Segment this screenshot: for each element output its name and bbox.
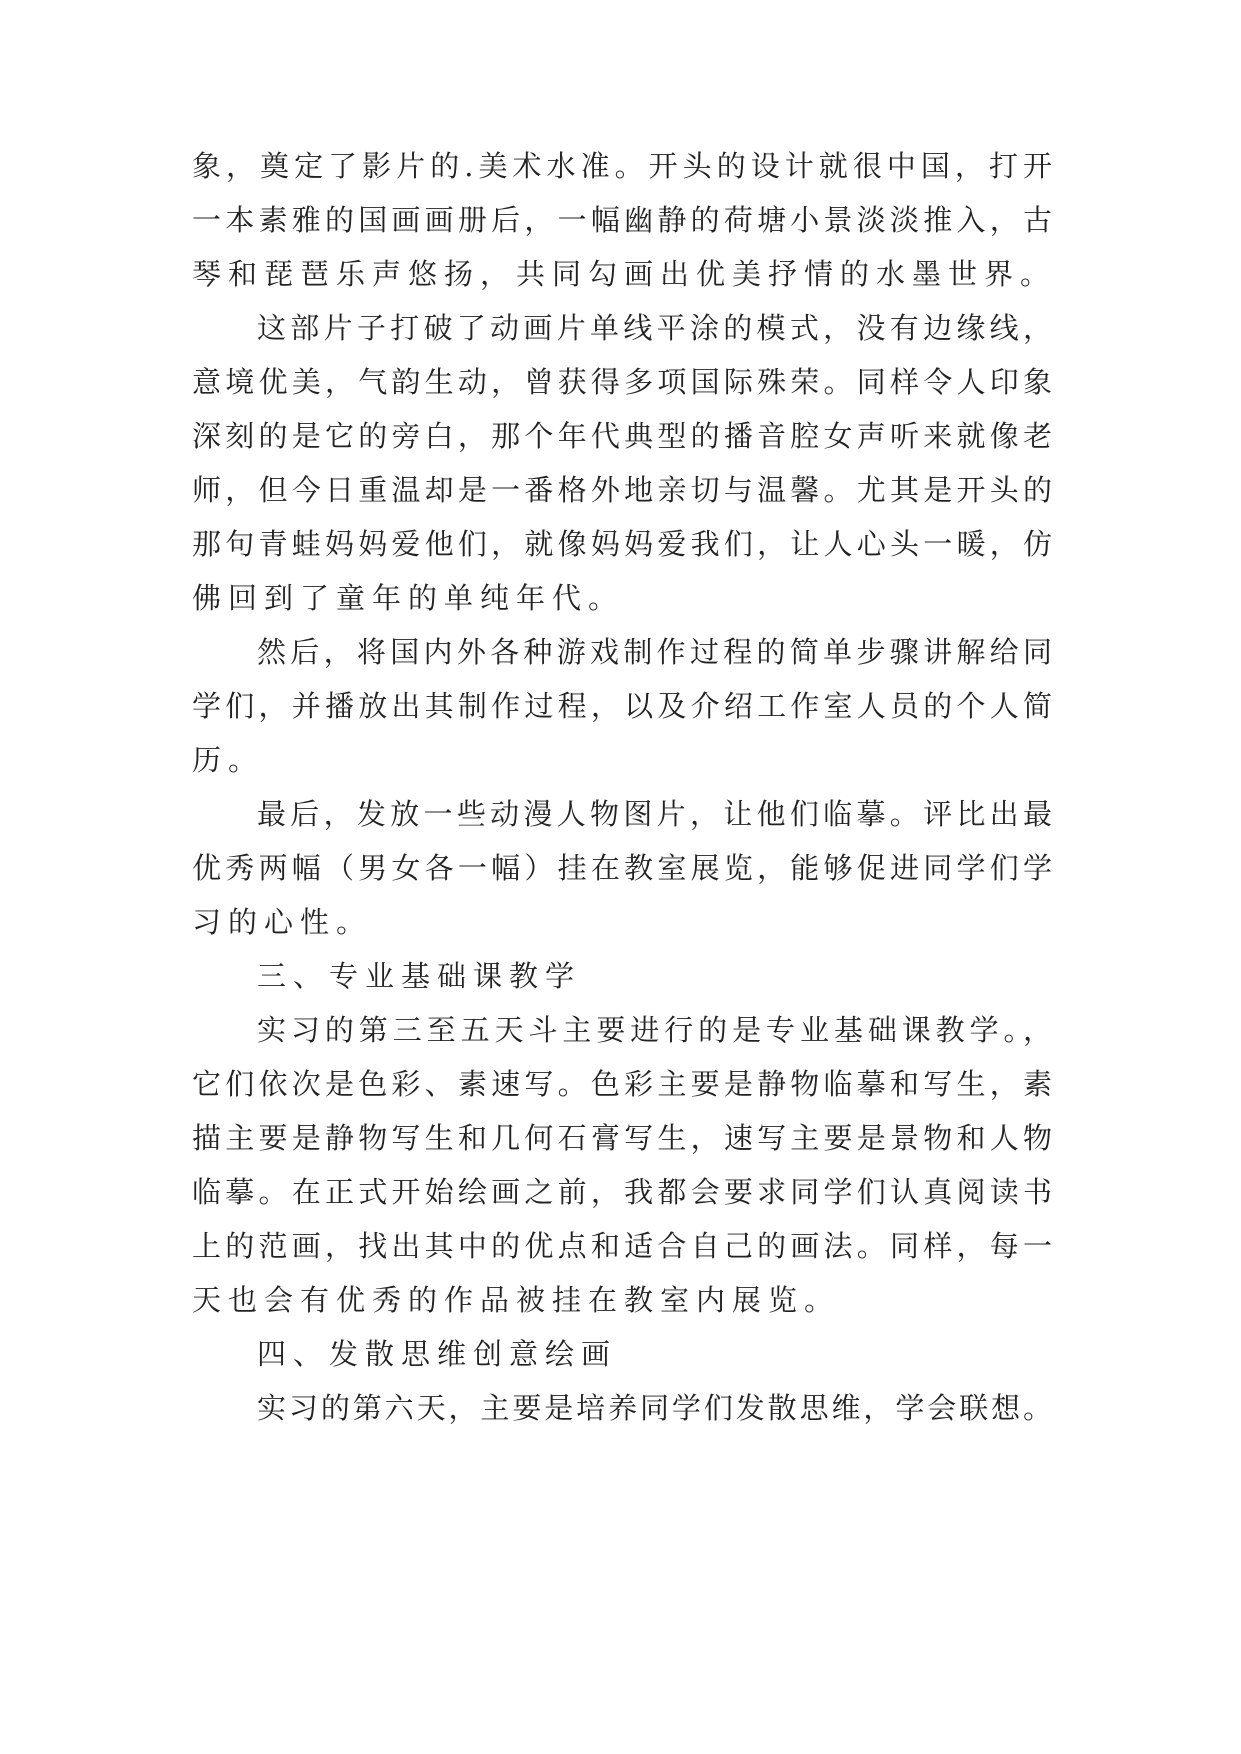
text-line: 优秀两幅（男女各一幅）挂在教室展览，能够促进同学们学: [192, 851, 1052, 885]
text-line: 描主要是静物写生和几何石膏写生，速写主要是景物和人物: [192, 1121, 1052, 1155]
text-line: 学们，并播放出其制作过程，以及介绍工作室人员的个人简: [192, 689, 1052, 723]
text-line: 琴和琵琶乐声悠扬，共同勾画出优美抒情的水墨世界。: [192, 257, 1057, 291]
text-line: 那句青蛙妈妈爱他们，就像妈妈爱我们，让人心头一暖，仿: [192, 527, 1052, 561]
text-line: 它们依次是色彩、素速写。色彩主要是静物临摹和写生，素: [192, 1067, 1052, 1101]
text-line: 习的心性。: [192, 905, 373, 939]
text-line: 历。: [192, 743, 265, 777]
paragraph-first-line: 然后，将国内外各种游戏制作过程的简单步骤讲解给同: [257, 635, 1052, 669]
paragraph-first-line: 实习的第三至五天斗主要进行的是专业基础课教学。，: [257, 1013, 1052, 1047]
section-heading: 三、专业基础课教学: [257, 959, 582, 993]
paragraph-first-line: 实习的第六天，主要是培养同学们发散思维，学会联想。: [257, 1391, 1052, 1425]
text-line: 一本素雅的国画画册后，一幅幽静的荷塘小景淡淡推入，古: [192, 203, 1052, 237]
section-heading: 四、发散思维创意绘画: [257, 1337, 618, 1371]
paragraph-first-line: 这部片子打破了动画片单线平涂的模式，没有边缘线，: [257, 311, 1052, 345]
text-line: 深刻的是它的旁白，那个年代典型的播音腔女声听来就像老: [192, 419, 1052, 453]
text-line: 意境优美，气韵生动，曾获得多项国际殊荣。同样令人印象: [192, 365, 1052, 399]
text-line: 象，奠定了影片的.美术水准。开头的设计就很中国，打开: [192, 149, 1052, 183]
text-line: 师，但今日重温却是一番格外地亲切与温馨。尤其是开头的: [192, 473, 1052, 507]
text-line: 天也会有优秀的作品被挂在教室内展览。: [192, 1283, 841, 1317]
text-line: 临摹。在正式开始绘画之前，我都会要求同学们认真阅读书: [192, 1175, 1052, 1209]
text-line: 佛回到了童年的单纯年代。: [192, 581, 625, 615]
text-line: 上的范画，找出其中的优点和适合自己的画法。同样，每一: [192, 1229, 1052, 1263]
paragraph-first-line: 最后，发放一些动漫人物图片，让他们临摹。评比出最: [257, 797, 1052, 831]
